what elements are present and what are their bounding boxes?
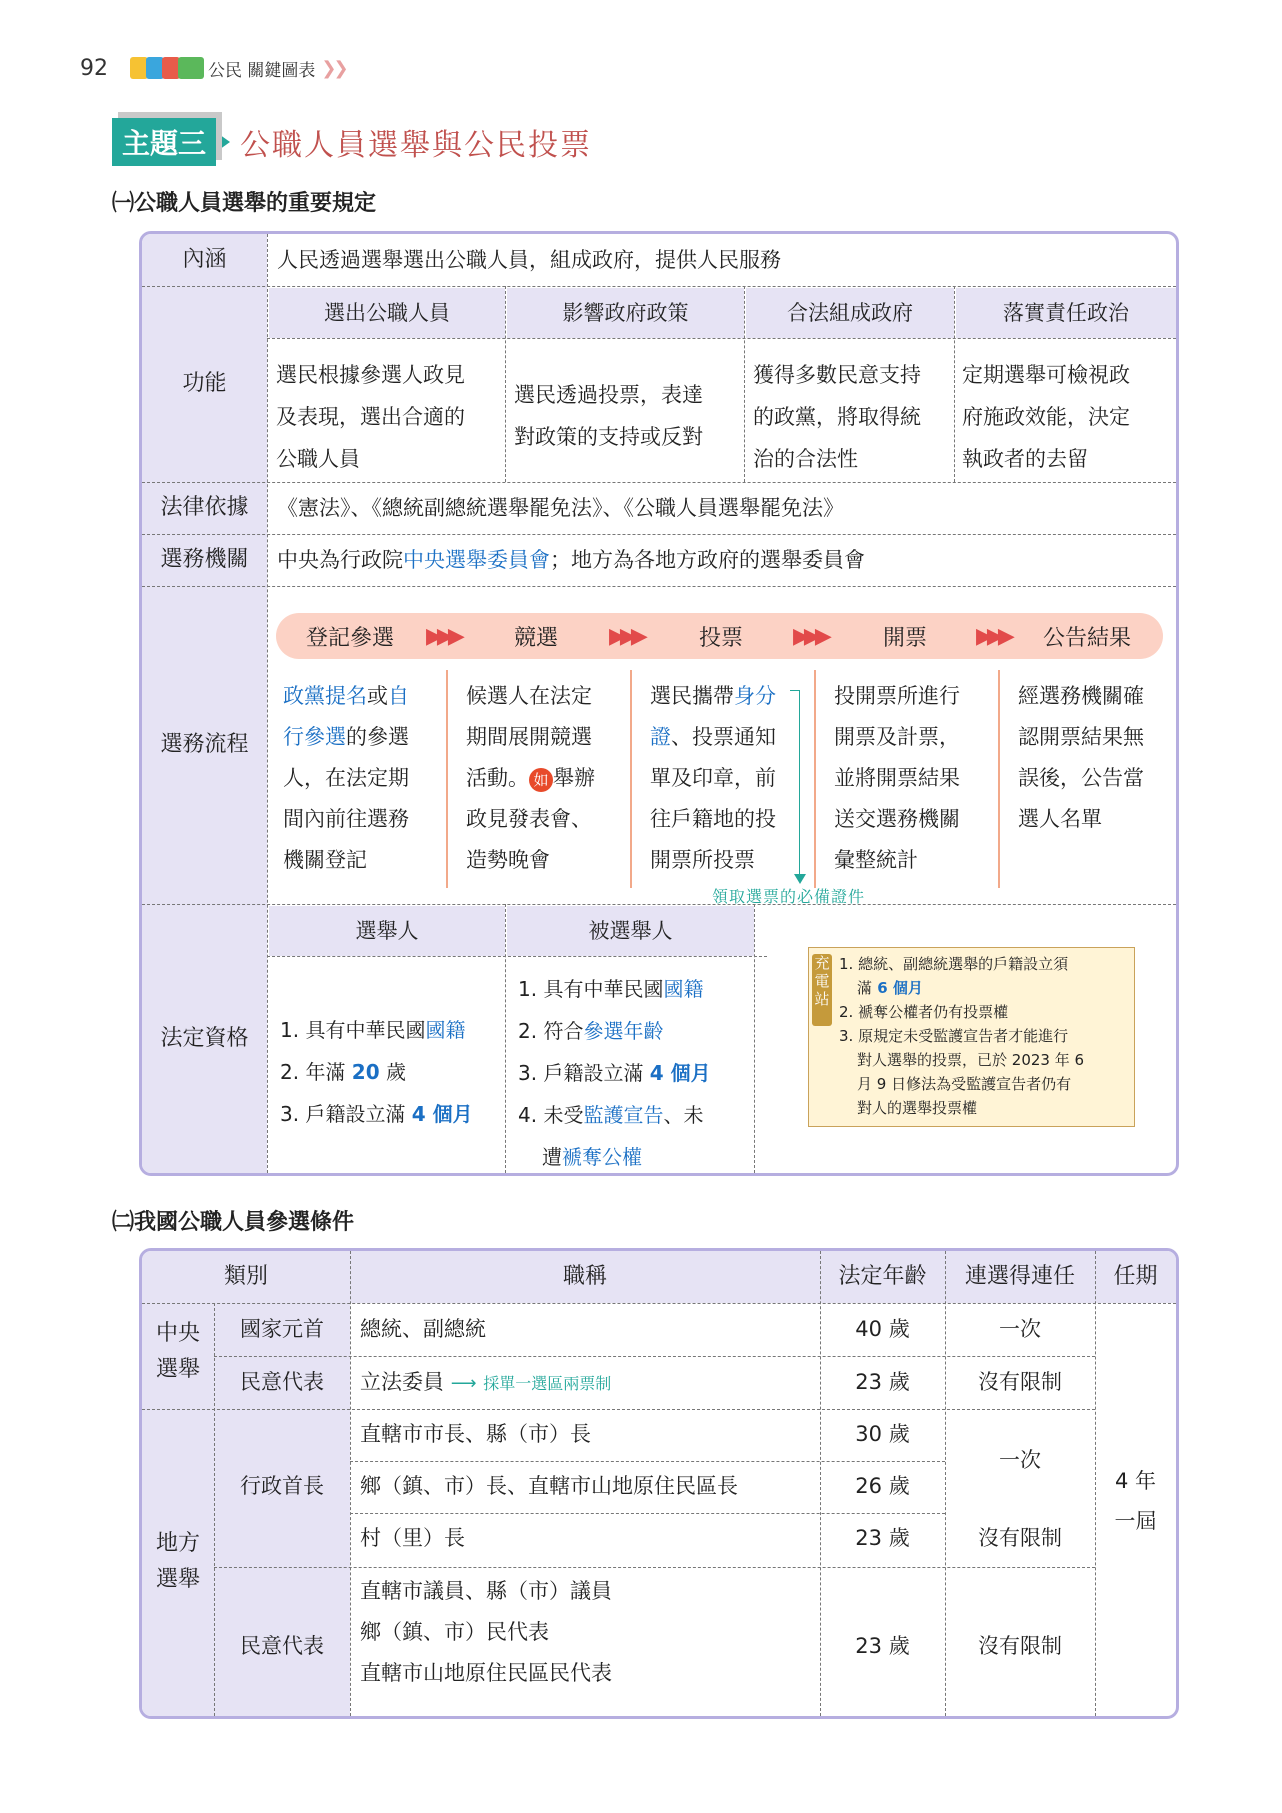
sub-exec: 行政首長 (240, 1474, 324, 1498)
candidate-conditions-table (139, 1248, 1179, 1719)
sub-rep-central: 民意代表 (240, 1370, 324, 1394)
title-councilors: 直轄市議員、縣（市）議員 鄉（鎮、市）民代表 直轄市山地原住民區民代表 (360, 1579, 612, 1685)
voter-qualifications: 1. 具有中華民國國籍 2. 年滿 20 歲 3. 戶籍設立滿 4 個月 (280, 1018, 473, 1126)
process-flow-bar (276, 613, 1163, 659)
title-legislator: 立法委員 ⟶ 採單一選區兩票制 (360, 1370, 612, 1394)
arrow-icon (216, 132, 230, 152)
limit-president: 一次 (999, 1317, 1041, 1341)
chevron-right-icon: ❯❯ (321, 57, 346, 79)
step-5: 公告結果 (1043, 625, 1132, 651)
voter-header: 選舉人 (269, 906, 505, 956)
topic-title: 公職人員選舉與公民投票 (240, 128, 593, 163)
age-president: 40 歲 (855, 1317, 910, 1341)
term-value: 4 年 一屆 (1114, 1469, 1157, 1533)
limit-councilors: 沒有限制 (978, 1634, 1062, 1658)
header-age: 法定年齡 (838, 1264, 927, 1289)
label-gongneng: 功能 (142, 286, 267, 482)
header-category: 類別 (223, 1264, 268, 1289)
function-header-2: 影響政府政策 (507, 288, 744, 338)
header-term-limit: 連選得連任 (964, 1264, 1075, 1289)
example-badge: 如 (529, 768, 553, 792)
title-township: 鄉（鎮、市）長、直轄市山地原住民區長 (360, 1474, 738, 1498)
step-3: 投票 (699, 625, 744, 651)
sub-head-of-state: 國家元首 (240, 1317, 324, 1341)
charge-station-box: 充電站 1. 總統、副總統選舉的戶籍設立須 滿 6 個月 2. 褫奪公權者仍有投票權 3. 原規定未受監護宣告者才能進行 對人選舉的投票，已於 2023 年 6 月 9 日修法為受監護宣告者仍有 對人的選舉投票權 (808, 947, 1135, 1127)
flow-col-3: 選民攜帶身分 證、投票通知 單及印章，前 往戶籍地的投 開票所投票 (650, 684, 776, 872)
central-election: 中央選舉 (155, 1321, 200, 1382)
triple-arrow-icon: ▶▶▶ (609, 623, 642, 649)
neihan-text: 人民透過選舉選出公職人員，組成政府，提供人民服務 (277, 248, 781, 272)
title-village: 村（里）長 (360, 1526, 465, 1550)
flow-col-2: 候選人在法定 期間展開競選 活動。 如 舉辦 政見發表會、 造勢晚會 (466, 684, 595, 872)
function-header-1: 選出公職人員 (269, 288, 505, 338)
triple-arrow-icon: ▶▶▶ (976, 623, 1009, 649)
function-cell-3: 獲得多數民意支持 的政黨，將取得統 治的合法性 (753, 363, 921, 471)
page-header (80, 48, 346, 88)
title-president: 總統、副總統 (360, 1317, 486, 1341)
label-neihan: 內涵 (142, 234, 267, 286)
flow-col-5: 經選務機關確 認開票結果無 誤後，公告當 選人名單 (1018, 684, 1144, 831)
step-4: 開票 (883, 625, 928, 651)
sub-rep-local: 民意代表 (240, 1634, 324, 1658)
law-text: 《憲法》、《總統副總統選舉罷免法》、《公職人員選舉罷免法》 (277, 496, 844, 520)
age-mayor: 30 歲 (855, 1422, 910, 1446)
flow-col-1: 政黨提名或自 行參選的參選 人，在法定期 間內前往選務 機關登記 (283, 684, 409, 872)
candidate-qualifications: 1. 具有中華民國國籍 2. 符合參選年齡 3. 戶籍設立滿 4 個月 4. 未受監護宣告、未 遭褫奪公權 (518, 977, 711, 1169)
charge-station-tab: 充電站 (812, 954, 832, 1026)
arrow-down-icon (794, 874, 806, 884)
age-village: 23 歲 (855, 1526, 910, 1550)
candidate-header: 被選舉人 (507, 906, 754, 956)
section-title-1: ㈠公職人員選舉的重要規定 (112, 191, 377, 216)
triple-arrow-icon: ▶▶▶ (793, 623, 826, 649)
age-councilors: 23 歲 (855, 1634, 910, 1658)
label-zige: 法定資格 (142, 904, 267, 1173)
function-header-3: 合法組成政府 (746, 288, 954, 338)
topic-heading (112, 118, 592, 166)
limit-village: 沒有限制 (978, 1526, 1062, 1550)
label-falv: 法律依據 (142, 482, 267, 534)
function-cell-1: 選民根據參選人政見 及表現，選出合適的 公職人員 (276, 363, 465, 471)
local-election: 地方選舉 (155, 1531, 200, 1592)
topic-badge: 主題三 (112, 118, 216, 166)
section-title-2: ㈡我國公職人員參選條件 (112, 1210, 355, 1235)
limit-exec: 一次 (999, 1448, 1041, 1472)
age-legislator: 23 歲 (855, 1370, 910, 1394)
step-2: 競選 (514, 625, 559, 651)
flow-col-4: 投開票所進行 開票及計票， 並將開票結果 送交選務機關 彙整統計 (834, 684, 960, 872)
agency-text: 中央為行政院中央選舉委員會；地方為各地方政府的選舉委員會 (277, 548, 865, 572)
function-cell-2: 選民透過投票，表達 對政策的支持或反對 (514, 383, 703, 449)
page-number: 92 (80, 55, 108, 81)
triple-arrow-icon: ▶▶▶ (426, 623, 459, 649)
header-subtitle: 公民 關鍵圖表 (208, 60, 316, 81)
step-1: 登記參選 (306, 625, 395, 651)
label-jiguan: 選務機關 (142, 534, 267, 586)
function-header-4: 落實責任政治 (956, 288, 1176, 338)
id-note: 領取選票的必備證件 (712, 887, 866, 906)
age-township: 26 歲 (855, 1474, 910, 1498)
limit-legislator: 沒有限制 (978, 1370, 1062, 1394)
header-title: 職稱 (562, 1264, 607, 1289)
logo (130, 57, 202, 79)
header-term: 任期 (1113, 1264, 1158, 1289)
label-liucheng: 選務流程 (142, 586, 267, 904)
title-mayor: 直轄市市長、縣（市）長 (360, 1422, 591, 1446)
function-cell-4: 定期選舉可檢視政 府施政效能，決定 執政者的去留 (962, 363, 1130, 471)
